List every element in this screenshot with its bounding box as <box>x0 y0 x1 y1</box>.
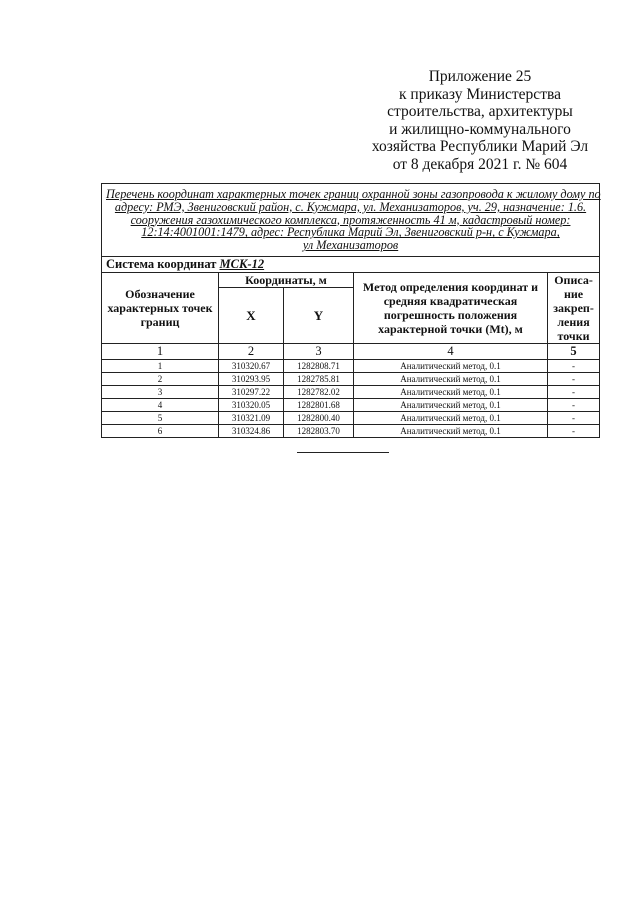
column-number: 5 <box>548 344 600 360</box>
coordinate-system-label: Система координат <box>106 257 217 271</box>
column-number: 1 <box>102 344 219 360</box>
appendix-line: к приказу Министерства <box>399 85 561 103</box>
header-method: Метод определения координат и средняя квадратическая погрешность положения характерной точки (Mt), м <box>354 273 548 344</box>
table-row <box>102 373 600 386</box>
header-point-designation: Обозначение характерных точек границ <box>102 273 219 344</box>
cell-point: 1 <box>102 360 219 373</box>
cell-point: 2 <box>102 373 219 386</box>
appendix-header <box>330 68 630 174</box>
appendix-line: Приложение 25 <box>428 68 532 85</box>
separator-line <box>297 452 389 453</box>
cell-x: 310321.09 <box>219 412 284 425</box>
cell-y: 1282801.68 <box>284 399 354 412</box>
header-coordinates: Координаты, м <box>219 273 354 288</box>
cell-method: Аналитический метод, 0.1 <box>354 360 548 373</box>
appendix-line: строительства, архитектуры <box>387 103 573 121</box>
cell-description: - <box>548 399 600 412</box>
cell-method: Аналитический метод, 0.1 <box>354 412 548 425</box>
table-title-line: 12:14:4001001:1479, адрес: Республика Марий Эл, Звениговский р-н, с Кужмара, <box>141 225 560 240</box>
header-y: Y <box>284 288 354 344</box>
table-title-line: Перечень координат характерных точек границ охранной зоны газопровода к жилому дому по <box>106 187 601 201</box>
table-row <box>102 425 600 438</box>
table-title-line: адресу: РМЭ, Звениговский район, с. Кужмара, ул. Механизаторов, уч. 29, назначение: 1.6. <box>114 199 587 214</box>
column-number: 3 <box>284 344 354 360</box>
column-numbers-row <box>102 344 600 360</box>
appendix-line: хозяйства Республики Марий Эл <box>371 138 589 156</box>
cell-description: - <box>548 373 600 386</box>
coordinate-system-value: МСК-12 <box>219 257 265 271</box>
cell-y: 1282782.02 <box>284 386 354 399</box>
cell-method: Аналитический метод, 0.1 <box>354 399 548 412</box>
coordinate-system <box>102 257 600 273</box>
table-title-line: сооружения газохимического комплекса, протяженность 41 м, кадастровый номер: <box>130 212 571 227</box>
table-row <box>102 412 600 425</box>
table-title-line: ул Механизаторов <box>302 238 399 253</box>
cell-point: 5 <box>102 412 219 425</box>
table-title <box>102 184 600 257</box>
cell-x: 310320.05 <box>219 399 284 412</box>
cell-y: 1282808.71 <box>284 360 354 373</box>
table-row <box>102 399 600 412</box>
cell-x: 310297.22 <box>219 386 284 399</box>
table-row <box>102 360 600 373</box>
cell-x: 310320.67 <box>219 360 284 373</box>
cell-y: 1282803.70 <box>284 425 354 438</box>
header-x: X <box>219 288 284 344</box>
cell-y: 1282800.40 <box>284 412 354 425</box>
cell-x: 310324.86 <box>219 425 284 438</box>
appendix-line: от 8 декабря 2021 г. № 604 <box>392 155 568 173</box>
cell-description: - <box>548 412 600 425</box>
cell-point: 4 <box>102 399 219 412</box>
column-number: 2 <box>219 344 284 360</box>
cell-y: 1282785.81 <box>284 373 354 386</box>
cell-method: Аналитический метод, 0.1 <box>354 386 548 399</box>
cell-description: - <box>548 386 600 399</box>
cell-point: 6 <box>102 425 219 438</box>
table-row <box>102 386 600 399</box>
header-description: Описа-ние закреп-ления точки <box>548 273 600 344</box>
column-number: 4 <box>354 344 548 360</box>
cell-x: 310293.95 <box>219 373 284 386</box>
cell-description: - <box>548 360 600 373</box>
appendix-line: и жилищно-коммунального <box>389 120 571 138</box>
cell-method: Аналитический метод, 0.1 <box>354 425 548 438</box>
coordinates-table <box>101 183 600 438</box>
cell-point: 3 <box>102 386 219 399</box>
cell-description: - <box>548 425 600 438</box>
cell-method: Аналитический метод, 0.1 <box>354 373 548 386</box>
